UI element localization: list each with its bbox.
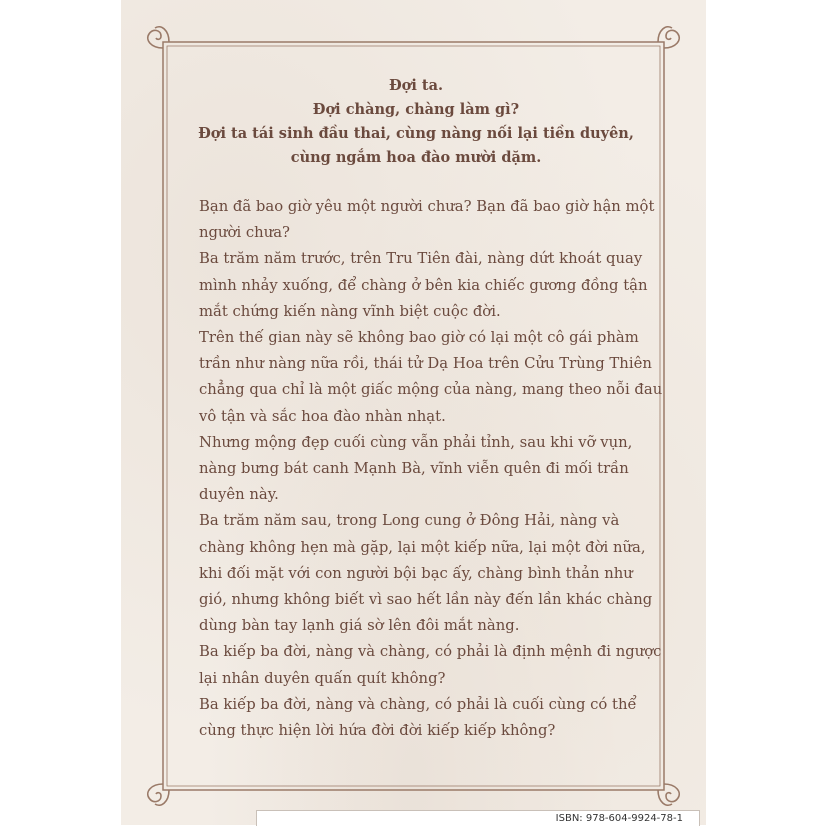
epigraph-line: Đợi chàng, chàng làm gì? [312,101,520,118]
text-line: chẳng qua chỉ là một giấc mộng của nàng, mang theo nỗi đau [199,381,663,399]
text-line: người chưa? [199,224,290,242]
text-line: Trên thế gian này sẽ không bao giờ có lại một cô gái phàm [199,329,639,347]
isbn-number: ISBN: 978-604-9924-78-1 [555,813,683,824]
text-line: lại nhân duyên quấn quít không? [199,669,446,687]
text-line: Ba trăm năm sau, trong Long cung ở Đông Hải, nàng và [199,512,620,530]
text-line: Nhưng mộng đẹp cuối cùng vẫn phải tỉnh, sau khi vỡ vụn, [199,433,633,451]
text-line: Bạn đã bao giờ yêu một người chưa? Bạn đã bao giờ hận một [199,198,655,215]
book-page [121,0,706,825]
text-line: Ba kiếp ba đời, nàng và chàng, có phải là cuối cùng có thể [199,695,637,713]
blurb-text [199,194,663,744]
text-line: chàng không hẹn mà gặp, lại một kiếp nữa, lại một đời nữa, [199,538,646,556]
text-line: gió, nhưng không biết vì sao hết lần này đến lần khác chàng [199,591,653,609]
text-line: cùng thực hiện lời hứa đời đời kiếp kiếp không? [199,722,556,740]
text-line: vô tận và sắc hoa đào nhàn nhạt. [199,407,446,425]
text-line: mình nhảy xuống, để chàng ở bên kia chiếc gương đồng tận [199,276,648,294]
text-line: khi đối mặt với con người bội bạc ấy, chàng bình thản như [199,564,633,582]
epigraph-line: Đợi ta. [388,77,444,94]
text-line: mắt chứng kiến nàng vĩnh biệt cuộc đời. [199,302,501,320]
text-line: trần như nàng nữa rồi, thái tử Dạ Hoa trên Cửu Trùng Thiên [199,355,652,373]
text-line: Ba trăm năm trước, trên Tru Tiên đài, nàng dứt khoát quay [199,250,643,268]
text-line: dùng bàn tay lạnh giá sờ lên đôi mắt nàng. [199,617,520,635]
text-line: Ba kiếp ba đời, nàng và chàng, có phải là định mệnh đi ngược [199,643,662,661]
epigraph-line: Đợi ta tái sinh đầu thai, cùng nàng nối lại tiền duyên, [198,125,634,142]
epigraph [181,74,651,170]
epigraph-line: cùng ngắm hoa đào mười dặm. [290,149,542,166]
barcode-area [256,810,700,826]
text-line: nàng bưng bát canh Mạnh Bà, vĩnh viễn quên đi mối trần [199,460,629,478]
text-line: duyên này. [199,486,279,504]
